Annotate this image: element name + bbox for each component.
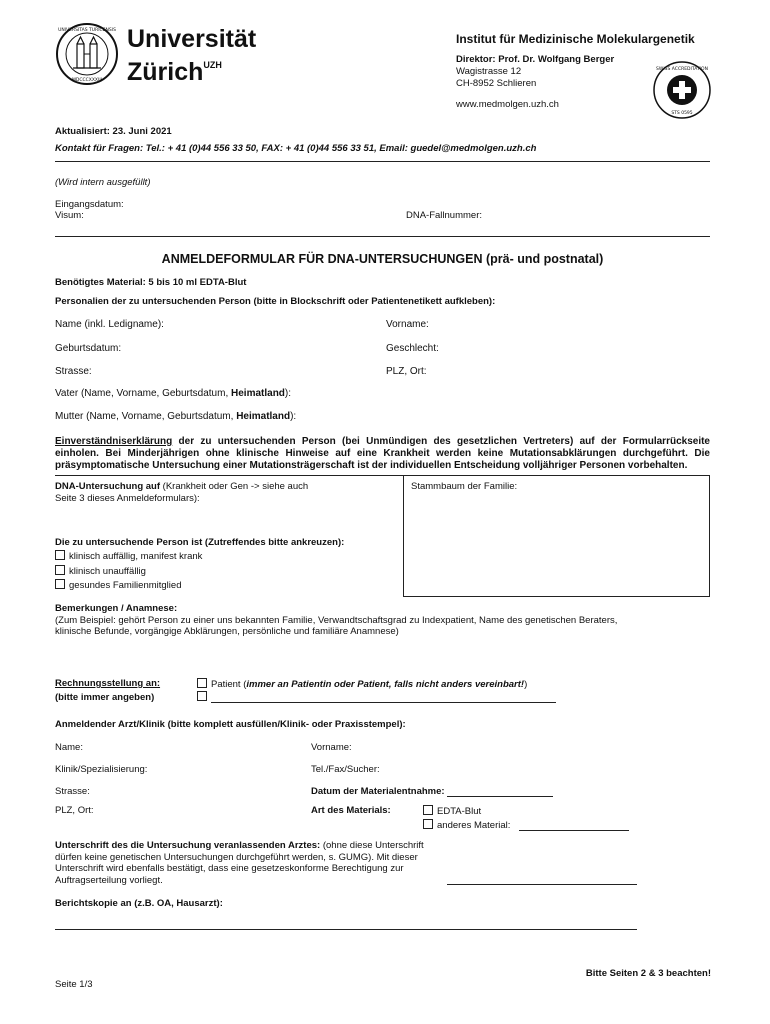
remarks-block: Bemerkungen / Anamnese: (Zum Beispiel: gehört Person zu einer uns bekannten Familie, Verwandtschaftsgrad zu Indexpatient, Name des genetischen Beraters, klinische Befunde, vorgängige Abklärungen, persönliche und familiäre Anamnese) [55,603,618,637]
website-link[interactable]: www.medmolgen.uzh.ch [456,99,559,110]
contact-line: Kontakt für Fragen: Tel.: + 41 (0)44 556 33 50, FAX: + 41 (0)44 556 33 51, Email: guedel@medmolgen.uzh.ch [55,143,537,154]
svg-text:UNIVERSITAS TURICENSIS: UNIVERSITAS TURICENSIS [58,28,116,33]
updated-date: Aktualisiert: 23. Juni 2021 [55,126,172,137]
pedigree-label: Stammbaum der Familie: [411,481,518,492]
checkbox[interactable] [55,579,65,589]
sample-date-label: Datum der Materialentnahme: [311,786,553,797]
report-copy-line[interactable] [55,929,637,930]
checkbox[interactable] [423,805,433,815]
sample-date-line[interactable] [447,786,553,797]
status-heading: Die zu untersuchende Person ist (Zutreffendes bitte ankreuzen): [55,537,345,548]
status-option-healthy[interactable]: gesundes Familienmitglied [55,579,181,591]
doctor-heading: Anmeldender Arzt/Klinik (bitte komplett ausfüllen/Klinik- oder Praxisstempel): [55,719,406,730]
university-seal [55,22,119,86]
mother-label: Mutter (Name, Vorname, Geburtsdatum, Heimatland): [55,411,297,422]
person-sex-label: Geschlecht: [386,343,439,354]
status-option-unaffected[interactable]: klinisch unauffällig [55,565,146,577]
visum-label: Visum: [55,210,84,221]
billing-option-other[interactable] [197,691,556,703]
person-plz-label: PLZ, Ort: [386,366,427,377]
university-name: Universität Zürich$^{UZH}$ [127,25,257,86]
remarks-heading: Bemerkungen / Anamnese: [55,603,178,614]
person-heading: Personalien der zu untersuchenden Person (bitte in Blockschrift oder Patientenetikett aufkleben): [55,296,496,307]
father-label: Vater (Name, Vorname, Geburtsdatum, Heimatland): [55,388,292,399]
street: Wagistrasse 12 [456,66,522,77]
doctor-clinic-label: Klinik/Spezialisierung: [55,764,148,775]
other-material-line[interactable] [519,820,629,831]
person-name-label: Name (inkl. Ledigname): [55,319,164,330]
accreditation-logo [652,60,712,120]
divider [55,236,710,237]
checkbox[interactable] [55,550,65,560]
svg-text:MDCCCXXXIII: MDCCCXXXIII [71,78,103,83]
doctor-street-label: Strasse: [55,786,90,797]
footer-note: Bitte Seiten 2 & 3 beachten! [585,968,711,979]
internal-note: (Wird intern ausgefüllt) [55,177,151,188]
svg-text:STS 0595: STS 0595 [671,111,693,116]
director: Direktor: Prof. Dr. Wolfgang Berger [456,54,615,65]
person-birthdate-label: Geburtsdatum: [55,343,122,354]
svg-text:SWISS ACCREDITATION: SWISS ACCREDITATION [656,67,708,72]
dna-test-label: DNA-Untersuchung auf (Krankheit oder Gen -> siehe auch Seite 3 dieses Anmeldeformulars): [55,481,309,504]
doctor-plz-label: PLZ, Ort: [55,805,94,816]
received-date-label: Eingangsdatum: [55,199,124,210]
person-street-label: Strasse: [55,366,92,377]
doctor-vorname-label: Vorname: [311,742,352,753]
checkbox[interactable] [423,819,433,829]
city: CH-8952 Schlieren [456,78,537,89]
page-title: ANMELDEFORMULAR FÜR DNA-UNTERSUCHUNGEN (prä- und postnatal) [161,252,604,266]
checkbox[interactable] [197,691,207,701]
signature-text: Unterschrift des die Untersuchung veranlassenden Arztes: (ohne diese Unterschrift dürfen keine genetischen Untersuchungen durchgeführt werden, s. GUMG). Mit dieser Unterschrift wird ebenfalls bestätigt, dass eine gesetzeskonforme Berechtigung zur Auftragserteilung vorliegt. [55,840,424,886]
doctor-name-label: Name: [55,742,83,753]
person-vorname-label: Vorname: [386,319,429,330]
material-required: Benötigtes Material: 5 bis 10 ml EDTA-Blut [55,277,247,288]
pedigree-box[interactable] [403,475,710,597]
billing-other-line[interactable] [211,692,556,703]
consent-paragraph: Einverständniserklärung der zu untersuchenden Person (bei Unmündigen des gesetzlichen Vertreters) auf der Formularrückseite einholen. Bei Minderjährigen ohne klinische Hinweise auf eine Krankheit werden keine Mutationsabklärungen durchgeführt. Die präsymptomatische Untersuchung einer Mutationsträgerschaft ist der individuellen Entscheidung volljähriger Personen vorbehalten. [55,436,710,471]
billing-sublabel: (bitte immer angeben) [55,692,155,703]
case-number-label: DNA-Fallnummer: [406,210,483,221]
material-option-edta[interactable]: EDTA-Blut [423,805,481,817]
institute-name: Institut für Medizinische Molekulargenetik [456,32,695,46]
billing-option-patient[interactable]: Patient (immer an Patientin oder Patient, falls nicht anders vereinbart!) [197,678,527,690]
checkbox[interactable] [197,678,207,688]
status-option-affected[interactable]: klinisch auffällig, manifest krank [55,550,202,562]
page-number: Seite 1/3 [55,979,93,990]
signature-line[interactable] [447,884,637,885]
doctor-tel-label: Tel./Fax/Sucher: [311,764,380,775]
material-option-other[interactable]: anderes Material: [423,819,629,831]
divider [55,161,710,162]
billing-label: Rechnungsstellung an: [55,678,161,689]
report-copy-label: Berichtskopie an (z.B. OA, Hausarzt): [55,898,223,909]
checkbox[interactable] [55,565,65,575]
material-type-label: Art des Materials: [311,805,391,816]
